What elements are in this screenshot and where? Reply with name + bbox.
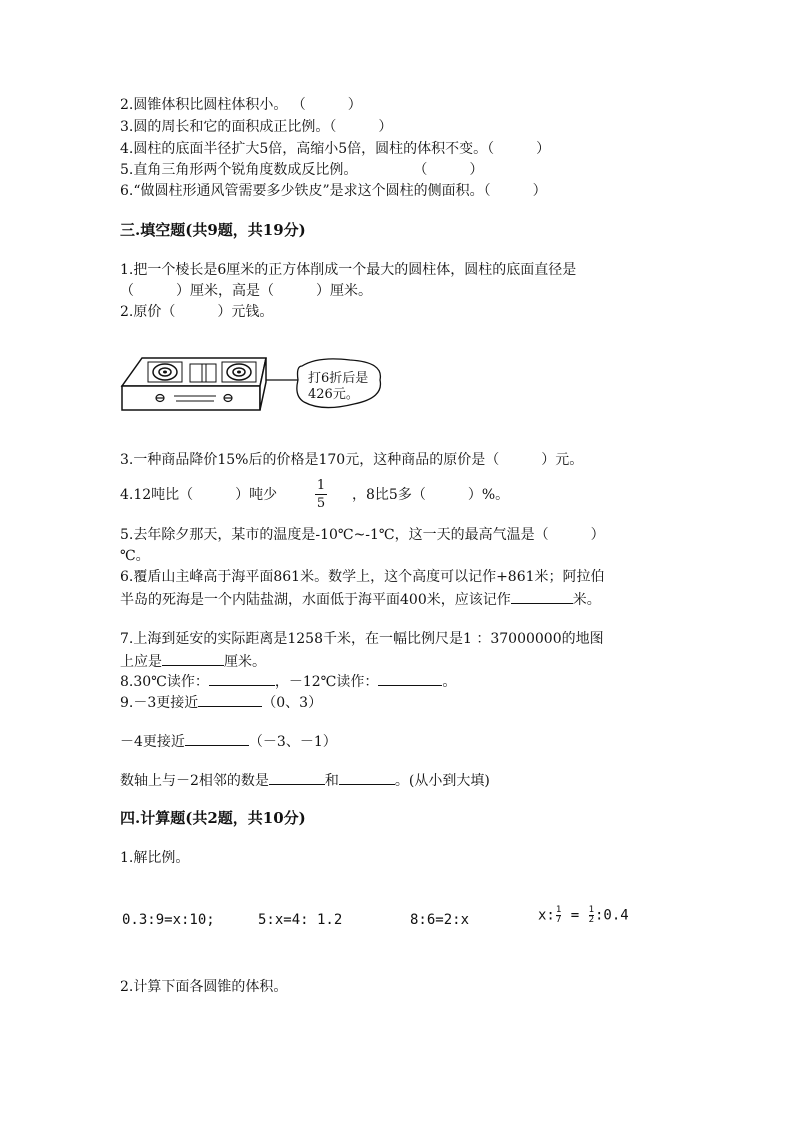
gas-stove-illustration <box>118 352 388 424</box>
fill-q7-line2 <box>120 651 266 671</box>
fill-q9 <box>120 692 322 712</box>
fill-q9-part2 <box>120 731 337 751</box>
judge-item-5: 5.直角三角形两个锐角度数成反比例。 （ ） <box>120 162 484 178</box>
fill-q8-text-c: 。 <box>442 674 457 690</box>
left-burner-icon <box>148 362 182 382</box>
price-tag-line1: 打6折后是 <box>308 371 369 386</box>
fill-q4-part2: ，8比5多（ ）%。 <box>352 487 510 503</box>
fill-section-heading: 三.填空题(共9题，共19分) <box>120 221 306 239</box>
fill-q9b-blank[interactable] <box>185 731 249 746</box>
fill-q7-text: 上应是 <box>120 654 162 670</box>
fill-q9b-text-a: －4更接近 <box>120 734 185 750</box>
fill-q9b-text-b: （－3、－1） <box>248 734 337 750</box>
fill-q8-blank-1[interactable] <box>209 671 275 686</box>
fill-q9-blank[interactable] <box>198 692 262 707</box>
fill-q8-text-b: ，－12℃读作： <box>274 674 379 690</box>
fill-q3: 3.一种商品降价15%后的价格是170元，这种商品的原价是（ ）元。 <box>120 452 584 468</box>
judge-item-6: 6.“做圆柱形通风管需要多少铁皮”是求这个圆柱的侧面积。（ ） <box>120 183 547 199</box>
judge-item-2: 2.圆锥体积比圆柱体积小。 （ ） <box>120 97 362 113</box>
fill-q6-blank[interactable] <box>511 589 573 604</box>
calc-q2: 2.计算下面各圆锥的体积。 <box>120 979 288 995</box>
fill-q6-line1: 6.覆盾山主峰高于海平面861米。数学上，这个高度可以记作+861米；阿拉伯 <box>120 569 605 585</box>
fill-q9-text-a: 9.－3更接近 <box>120 695 199 711</box>
fill-q7-line1: 7.上海到延安的实际距离是1258千米，在一幅比例尺是1 ：37000000的地图 <box>120 631 604 647</box>
fill-q8-text-a: 8.30℃读作： <box>120 674 209 690</box>
calc-eq4-f2-num: 1 <box>588 905 594 915</box>
fill-q7-blank[interactable] <box>162 651 224 666</box>
calc-equation-3: 8:6=2:x <box>410 912 470 928</box>
fill-q5-line2: ℃。 <box>120 548 150 564</box>
fill-q9c-blank-1[interactable] <box>269 770 325 785</box>
fill-q7-unit: 厘米。 <box>224 654 266 670</box>
fill-q9c-blank-2[interactable] <box>339 770 395 785</box>
fill-q1-line2: （ ）厘米，高是（ ）厘米。 <box>120 283 372 299</box>
fill-q9c-text-c: 。(从小到大填) <box>394 773 490 789</box>
calc-section-heading: 四.计算题(共2题，共10分) <box>120 809 306 827</box>
fill-q1-line1: 1.把一个棱长是6厘米的正方体削成一个最大的圆柱体，圆柱的底面直径是 <box>120 262 577 278</box>
fill-q9-text-b: （0、3） <box>262 695 323 711</box>
fill-q6-line2 <box>120 589 601 609</box>
fill-q8-blank-2[interactable] <box>378 671 442 686</box>
calc-eq4-f1-den: 7 <box>555 915 562 925</box>
fill-q4-frac-den: 5 <box>316 496 326 511</box>
calc-eq4-equals: = <box>562 907 588 924</box>
calc-equation-1: 0.3:9=x:10; <box>122 912 215 928</box>
fill-q4-fraction <box>315 478 327 511</box>
fill-q6-text: 半岛的死海是一个内陆盐湖，水面低于海平面400米，应该记作 <box>120 592 511 608</box>
fill-q9c-text-a: 数轴上与－2相邻的数是 <box>120 773 269 789</box>
fill-q9c-text-b: 和 <box>324 773 339 789</box>
calc-equation-2: 5:x=4: 1.2 <box>258 912 343 928</box>
price-tag-line2: 426元。 <box>308 387 359 402</box>
calc-eq4-f2-den: 2 <box>588 915 594 925</box>
fill-q4-part1: 4.12吨比（ ）吨少 <box>120 487 278 503</box>
fill-q2: 2.原价（ ）元钱。 <box>120 304 274 320</box>
fill-q6-unit: 米。 <box>572 592 601 608</box>
calc-eq4-rest: :0.4 <box>595 907 629 924</box>
calc-eq4-fraction-2 <box>589 906 594 925</box>
calc-q1: 1.解比例。 <box>120 850 190 866</box>
judge-item-4: 4.圆柱的底面半径扩大5倍，高缩小5倍，圆柱的体积不变。（ ） <box>120 141 551 157</box>
fill-q5-line1: 5.去年除夕那天，某市的温度是-10℃~-1℃，这一天的最高气温是（ ） <box>120 527 605 543</box>
right-burner-icon <box>222 362 256 382</box>
fill-q8 <box>120 671 456 691</box>
calc-eq4-f1-num: 1 <box>555 905 562 915</box>
fill-q4-frac-num: 1 <box>316 478 326 493</box>
judge-item-3: 3.圆的周长和它的面积成正比例。（ ） <box>120 119 393 135</box>
calc-eq4-fraction-1 <box>556 906 561 925</box>
calc-equation-4 <box>538 906 629 925</box>
calc-eq4-x: x: <box>538 907 555 924</box>
fill-q9-part3 <box>120 770 490 790</box>
